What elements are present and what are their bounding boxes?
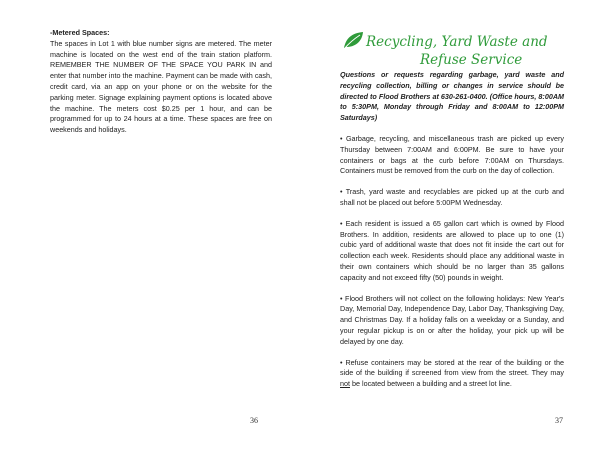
section-title-line2: Refuse Service [420, 52, 523, 68]
metered-spaces-body: The spaces in Lot 1 with blue number signs are metered. The meter machine is located on the west end of the train station platform. REMEMBER THE NUMBER OF THE SPACE YOU PARK IN and enter that number into the machine. Payment can be made with cash, credit card, via an app on your phone or on the website for the parking meter. Signage explaining payment options is located above the machine. The meters cost $0.25 per 1 hour, and can be programmed for up to 24 hours at a time. These spaces are free on weekends and holidays. [50, 38, 272, 135]
bullet-pickup-schedule: • Garbage, recycling, and miscellaneous trash are picked up every Thursday between 7:00AM and 6:00PM. Be sure to have your containers or bags at the curb before 7:00AM on Thursdays. Containers must be removed from the curb on the day of collection. [340, 133, 564, 176]
recycling-section [340, 70, 564, 400]
bullet-curb-placement: • Trash, yard waste and recyclables are picked up at the curb and shall not be placed out before 5:00PM Wednesday. [340, 187, 564, 207]
storage-text-after: be located between a building and a street lot line. [350, 379, 512, 389]
page-number-left: 36 [250, 416, 258, 425]
section-title-line1: Recycling, Yard Waste and [366, 34, 548, 50]
storage-text-before: • Refuse containers may be stored at the rear of the building or the side of the building if screened from view from the street. They may [340, 357, 564, 378]
bullet-container-storage [340, 358, 564, 390]
metered-spaces-heading: -Metered Spaces: [50, 28, 110, 37]
contact-intro: Questions or requests regarding garbage, yard waste and recycling collection, billing or changes in service should be directed to Flood Brothers at 630-261-0400. (Office hours, 8:00AM to 5:30PM, Monday through Friday and 8:00AM to 12:00PM Saturdays) [340, 70, 564, 123]
metered-spaces-section [50, 28, 272, 136]
leaf-icon [342, 30, 364, 50]
right-page [300, 0, 600, 463]
bullet-holidays: • Flood Brothers will not collect on the following holidays: New Year's Day, Memorial Day, Independence Day, Labor Day, Thanksgiving Day, and Christmas Day. If a holiday falls on a weekday or a Sunday, and your regular pickup is on or after the holiday, your pick up will be delayed by one day. [340, 293, 564, 346]
page-number-right: 37 [555, 416, 563, 425]
storage-text-underlined: not [340, 379, 350, 389]
bullet-cart-capacity: • Each resident is issued a 65 gallon cart which is owned by Flood Brothers. In addition, residents are allowed to place up to one (1) cubic yard of additional waste that does not fit inside the cart out for collection each week. Residents should place any additional waste in their own containers which should be no larger than 35 gallons capacity and not exceed fifty (50) pounds in weight. [340, 218, 564, 282]
section-title [366, 33, 566, 69]
